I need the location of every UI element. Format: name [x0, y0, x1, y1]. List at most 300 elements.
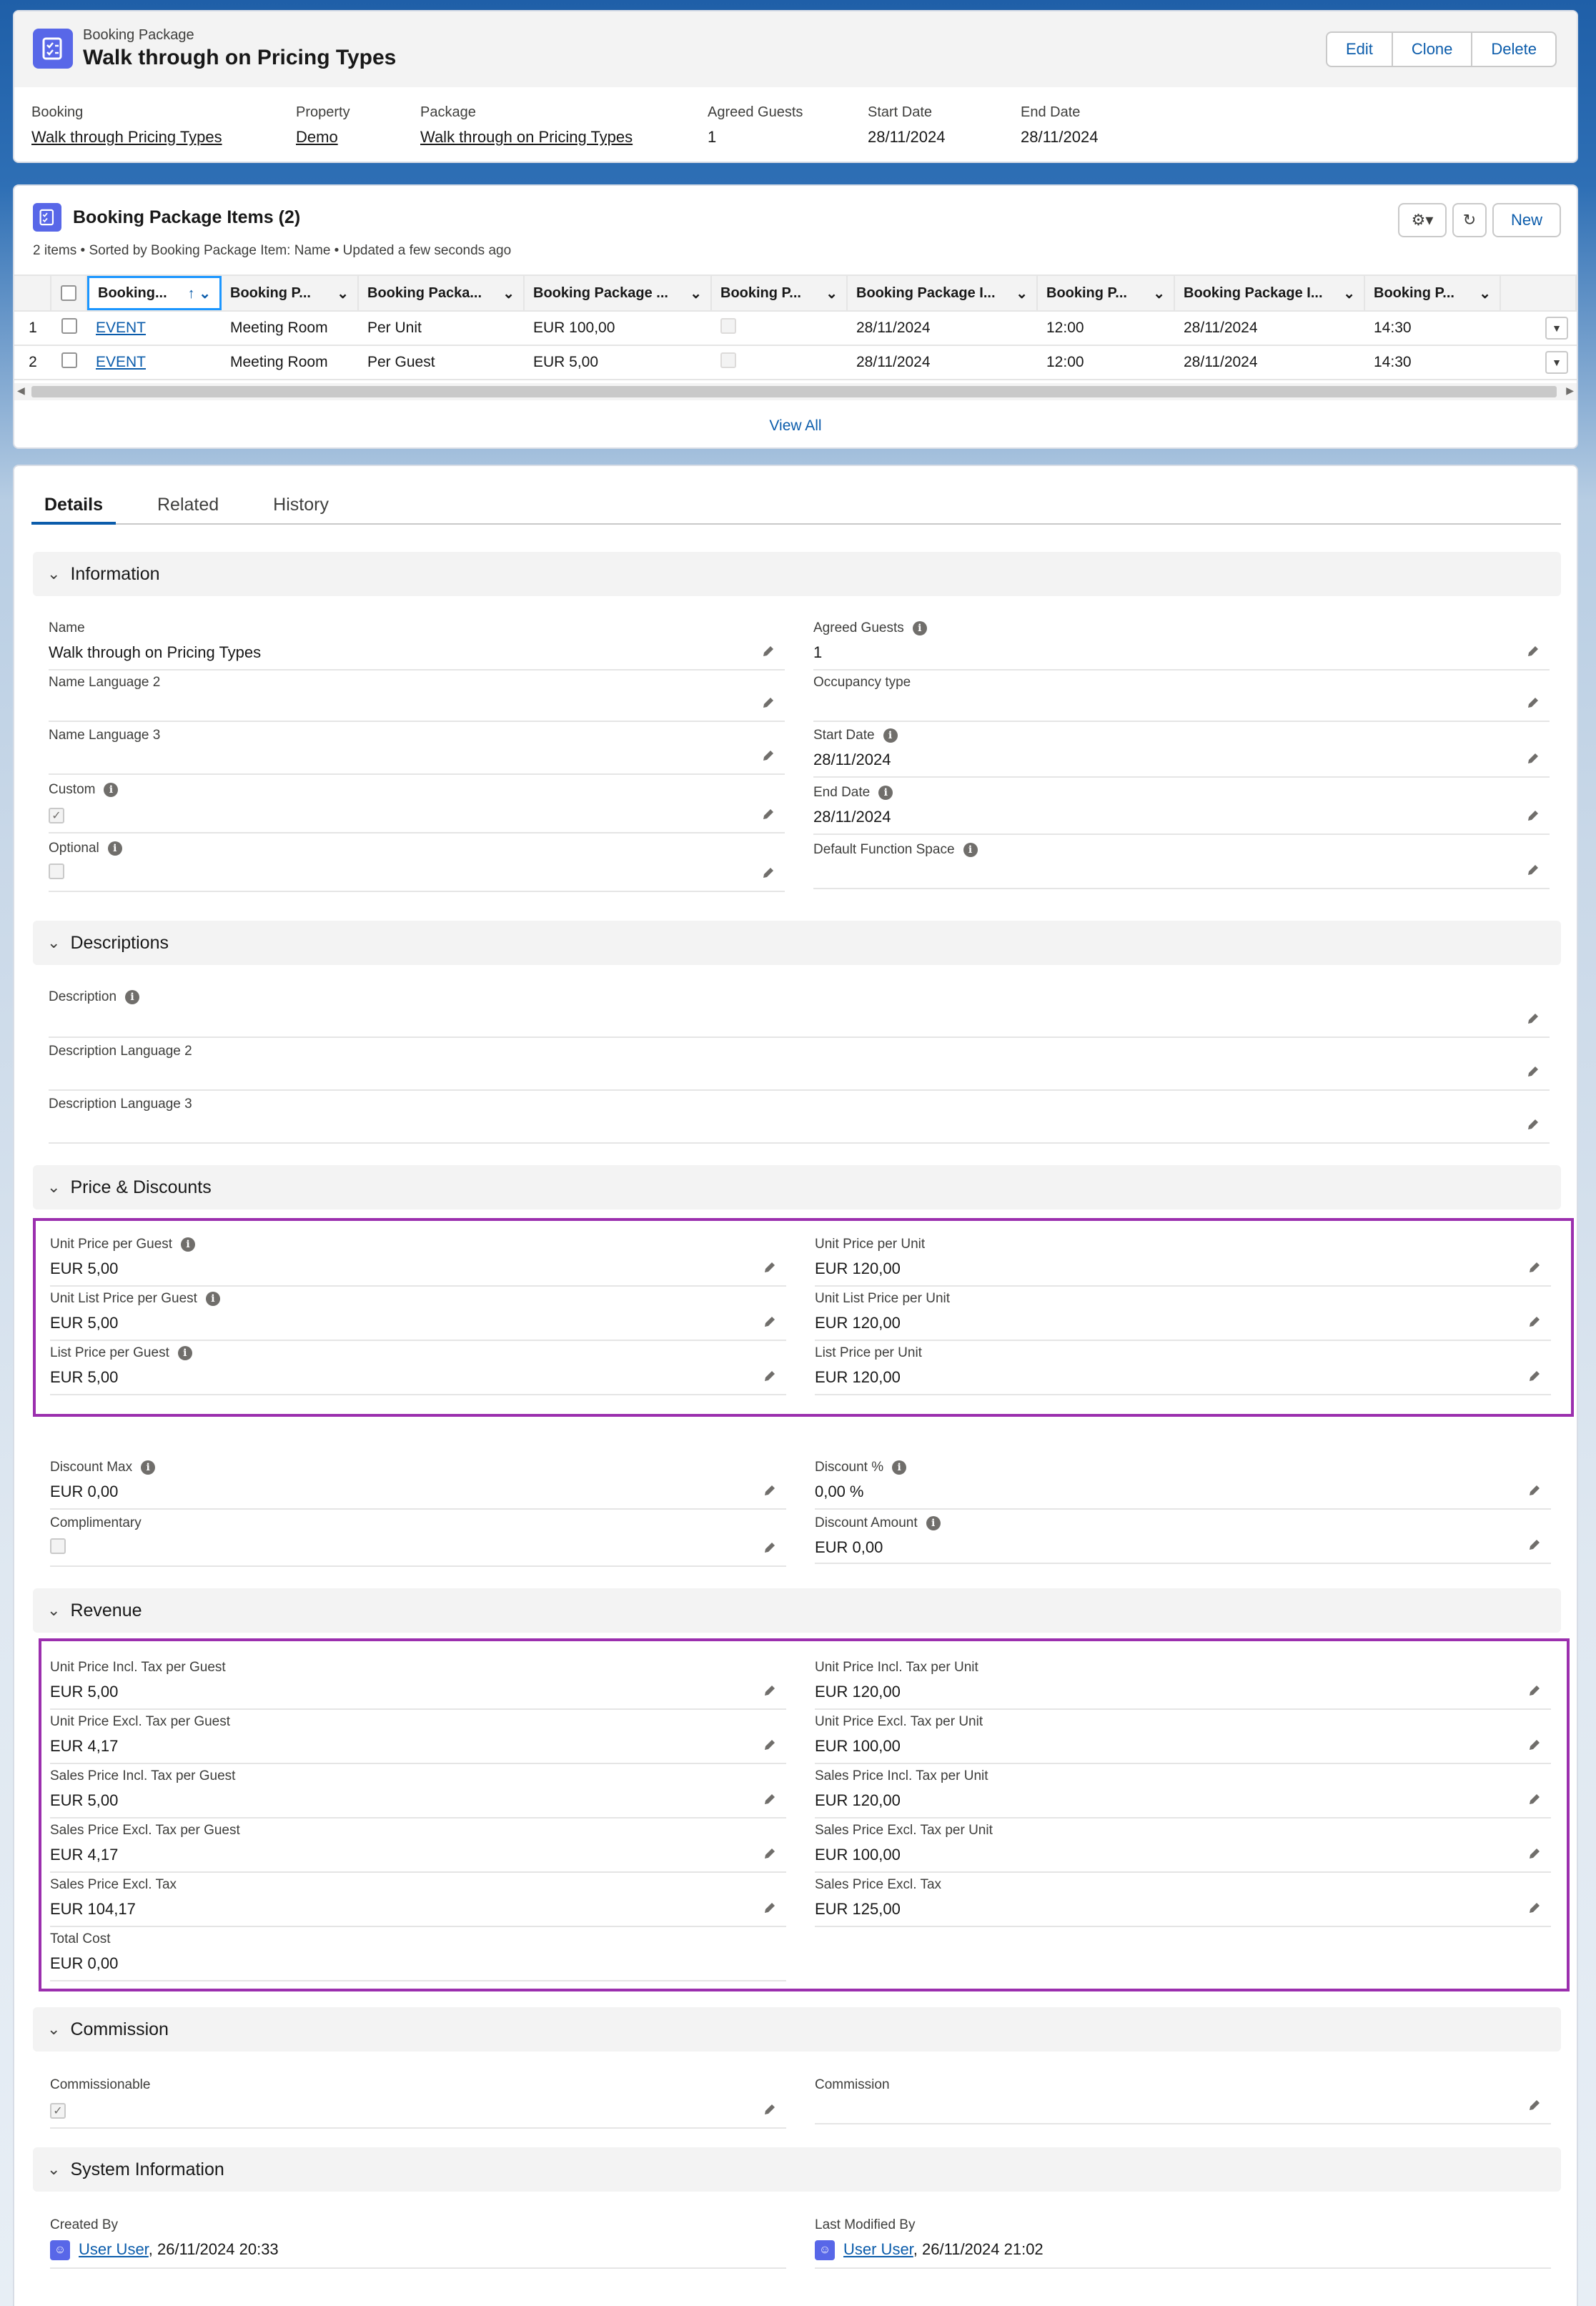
refresh-icon: ↻	[1462, 211, 1477, 229]
edit-pencil-icon[interactable]	[1527, 1683, 1542, 1698]
field-sales-price-excl-tax-guest	[50, 1823, 786, 1873]
field-unit-price-incl-tax-guest	[50, 1660, 786, 1710]
field-value	[815, 2240, 1551, 2260]
field-label	[813, 785, 1550, 801]
edit-pencil-icon[interactable]	[762, 1483, 778, 1498]
chevron-down-icon: ⌄	[47, 1178, 61, 1196]
edit-pencil-icon[interactable]	[760, 643, 776, 659]
row-checkbox[interactable]	[61, 352, 77, 368]
field-label: Sales Price Excl. Tax per Unit	[815, 1823, 993, 1838]
field-created-by	[50, 2217, 786, 2269]
field-label	[49, 841, 785, 856]
row-select-cell	[51, 318, 87, 338]
table-cell: Meeting Room	[230, 354, 328, 370]
scroll-left-icon[interactable]: ◀	[17, 385, 25, 396]
field-name-language-2	[49, 675, 785, 722]
field-label	[815, 1460, 1551, 1475]
chevron-down-icon: ⌄	[502, 285, 515, 302]
field-label: Created By	[50, 2217, 119, 2232]
field-value: Walk through on Pricing Types	[49, 643, 262, 661]
property-link[interactable]: Demo	[296, 128, 338, 146]
edit-pencil-icon[interactable]	[762, 1314, 778, 1330]
chevron-down-icon: ⌄	[690, 285, 702, 302]
edit-pencil-icon[interactable]	[1527, 1791, 1542, 1807]
column-label: Booking P...	[1046, 284, 1127, 301]
edit-pencil-icon[interactable]	[1525, 1064, 1541, 1079]
section-title: Descriptions	[70, 932, 169, 953]
field-label: Complimentary	[50, 1515, 142, 1530]
edit-pencil-icon[interactable]	[760, 748, 776, 763]
tab-related[interactable]: Related	[157, 495, 219, 515]
refresh-button[interactable]	[1452, 203, 1487, 237]
field-label-text: End Date	[813, 785, 871, 800]
field-agreed-guests	[813, 620, 1550, 670]
field-label: Last Modified By	[815, 2217, 916, 2232]
column-label: Booking Packa...	[367, 284, 482, 301]
info-icon[interactable]: i	[181, 1237, 195, 1252]
section-commission[interactable]	[33, 2007, 1561, 2052]
clone-button[interactable]: Clone	[1393, 33, 1472, 66]
edit-pencil-icon[interactable]	[1527, 1537, 1542, 1553]
field-label: Unit Price Excl. Tax per Unit	[815, 1714, 983, 1729]
field-label: Total Cost	[50, 1931, 111, 1946]
field-value: EUR 5,00	[50, 1260, 119, 1277]
field-value: 28/11/2024	[813, 751, 891, 768]
edit-pencil-icon[interactable]	[1525, 862, 1541, 878]
table-cell: 28/11/2024	[856, 320, 931, 336]
field-value: 28/11/2024	[813, 808, 891, 826]
edit-pencil-icon[interactable]	[1527, 1260, 1542, 1275]
edit-pencil-icon[interactable]	[1525, 751, 1541, 766]
field-label: List Price per Unit	[815, 1345, 922, 1360]
table-cell: Per Guest	[367, 354, 435, 370]
highlight-label: Property	[296, 104, 350, 120]
view-all-link[interactable]: View All	[769, 417, 822, 434]
created-by-user-link[interactable]: User User	[79, 2240, 149, 2258]
highlight-agreed-guests	[708, 104, 803, 147]
table-cell-checkbox	[712, 318, 848, 338]
field-last-modified-by	[815, 2217, 1551, 2269]
related-list-title[interactable]: Booking Package Items (2)	[73, 207, 301, 227]
row-actions-dropdown-icon[interactable]: ▼	[1545, 351, 1568, 374]
field-description-language-2	[49, 1044, 1550, 1091]
field-label: Sales Price Incl. Tax per Unit	[815, 1768, 988, 1783]
field-label: Unit Price Incl. Tax per Guest	[50, 1660, 226, 1675]
info-icon[interactable]: i	[104, 783, 118, 797]
tab-history[interactable]: History	[273, 495, 329, 515]
field-value: EUR 4,17	[50, 1846, 119, 1864]
info-icon[interactable]: i	[963, 843, 978, 857]
highlight-label: Package	[420, 104, 476, 120]
record-title: Walk through on Pricing Types	[83, 46, 397, 69]
field-label: Commissionable	[50, 2077, 151, 2092]
field-sales-price-excl-tax-left	[50, 1877, 786, 1927]
field-description	[49, 989, 1550, 1038]
edit-pencil-icon[interactable]	[760, 865, 776, 881]
info-icon[interactable]: i	[913, 621, 927, 635]
edit-pencil-icon[interactable]	[1527, 1846, 1542, 1861]
field-occupancy-type	[813, 675, 1550, 722]
field-label-text: Discount Max	[50, 1460, 133, 1475]
edit-pencil-icon[interactable]	[1525, 643, 1541, 659]
field-label	[49, 782, 785, 798]
record-header	[13, 10, 1578, 163]
chevron-down-icon: ⌄	[337, 285, 349, 302]
section-system-information[interactable]	[33, 2147, 1561, 2192]
field-label-text: Unit Price per Guest	[50, 1237, 173, 1252]
chevron-down-icon: ⌄	[1479, 285, 1491, 302]
highlight-end-date	[1021, 104, 1098, 147]
field-label: Unit Price Incl. Tax per Unit	[815, 1660, 978, 1675]
field-sales-price-incl-tax-unit	[815, 1768, 1551, 1818]
field-label	[813, 620, 1550, 636]
field-custom	[49, 782, 785, 833]
readonly-checkbox	[720, 318, 736, 334]
column-header[interactable]	[848, 276, 1038, 310]
scroll-right-icon[interactable]: ▶	[1566, 385, 1574, 396]
edit-pencil-icon[interactable]	[1525, 1117, 1541, 1132]
info-icon[interactable]: i	[926, 1516, 941, 1530]
field-label-text: Unit List Price per Guest	[50, 1291, 197, 1306]
chevron-down-icon: ⌄	[1343, 285, 1355, 302]
field-label: Commission	[815, 2077, 890, 2092]
field-value: EUR 120,00	[815, 1368, 901, 1386]
field-value: EUR 100,00	[815, 1737, 901, 1755]
chevron-down-icon: ⌄	[47, 2160, 61, 2178]
select-all-checkbox[interactable]	[61, 285, 76, 301]
field-label: Occupancy type	[813, 675, 911, 690]
column-label: Booking Package ...	[533, 284, 668, 301]
field-value: EUR 5,00	[50, 1791, 119, 1809]
field-value: EUR 0,00	[50, 1483, 119, 1500]
related-list-subtitle: 2 items • Sorted by Booking Package Item: Name • Updated a few seconds ago	[33, 243, 512, 258]
edit-pencil-icon[interactable]	[762, 1737, 778, 1753]
items-table	[14, 274, 1577, 380]
list-settings-button[interactable]	[1398, 203, 1447, 237]
info-icon[interactable]: i	[178, 1346, 192, 1360]
column-header[interactable]	[359, 276, 525, 310]
table-cell: EUR 5,00	[533, 354, 599, 370]
field-sales-price-excl-tax-right	[815, 1877, 1551, 1927]
highlight-value: 1	[708, 128, 717, 146]
section-title: System Information	[70, 2159, 224, 2179]
field-label: Name Language 2	[49, 675, 161, 690]
user-avatar-icon: ☺	[815, 2240, 835, 2260]
row-number-header	[14, 276, 51, 310]
edit-pencil-icon[interactable]	[1525, 695, 1541, 711]
highlight-label: Start Date	[868, 104, 933, 120]
edit-pencil-icon[interactable]	[762, 1846, 778, 1861]
info-icon[interactable]: i	[883, 728, 898, 743]
edit-pencil-icon[interactable]	[762, 1260, 778, 1275]
row-actions-dropdown-icon[interactable]: ▼	[1545, 317, 1568, 340]
field-label: Unit List Price per Unit	[815, 1291, 951, 1306]
field-value: EUR 5,00	[50, 1314, 119, 1332]
gear-icon: ⚙▾	[1411, 211, 1434, 229]
chevron-down-icon: ⌄	[1016, 285, 1028, 302]
field-name-language-3	[49, 728, 785, 775]
column-header-name[interactable]	[87, 276, 222, 310]
field-unit-list-price-per-unit	[815, 1291, 1551, 1341]
optional-checkbox-unchecked	[49, 863, 64, 879]
package-link[interactable]: Walk through on Pricing Types	[420, 128, 633, 146]
edit-pencil-icon[interactable]	[1527, 1737, 1542, 1753]
field-value: EUR 120,00	[815, 1791, 901, 1809]
info-icon[interactable]: i	[108, 841, 122, 856]
chevron-down-icon: ⌄	[1153, 285, 1165, 302]
edit-pencil-icon[interactable]	[762, 1900, 778, 1916]
edit-pencil-icon[interactable]	[762, 1540, 778, 1555]
edit-pencil-icon[interactable]	[1525, 808, 1541, 823]
field-value: EUR 120,00	[815, 1260, 901, 1277]
field-discount-percent	[815, 1460, 1551, 1510]
item-name-link[interactable]: EVENT	[96, 320, 147, 336]
field-start-date	[813, 728, 1550, 778]
row-actions-cell	[1501, 317, 1577, 340]
edit-button[interactable]: Edit	[1327, 33, 1393, 66]
column-header[interactable]	[1175, 276, 1365, 310]
field-label: Description Language 3	[49, 1097, 192, 1112]
field-label	[49, 989, 1550, 1005]
column-label: Booking Package I...	[856, 284, 996, 301]
table-cell: 14:30	[1374, 354, 1412, 370]
booking-package-items-icon	[33, 203, 61, 232]
highlight-value: 28/11/2024	[868, 128, 946, 146]
column-header[interactable]	[1365, 276, 1501, 310]
highlight-label: End Date	[1021, 104, 1081, 120]
table-cell: 12:00	[1046, 320, 1084, 336]
field-value: EUR 104,17	[50, 1900, 136, 1918]
related-list-card	[13, 184, 1578, 449]
highlight-value: 28/11/2024	[1021, 128, 1099, 146]
record-tabs	[31, 492, 1561, 525]
tab-details[interactable]: Details	[31, 492, 116, 525]
created-date: , 26/11/2024 20:33	[148, 2240, 279, 2258]
field-value	[50, 2100, 786, 2119]
modified-by-user-link[interactable]: User User	[843, 2240, 913, 2258]
chevron-down-icon: ⌄	[47, 2020, 61, 2038]
field-label	[50, 1237, 786, 1252]
section-price-discounts[interactable]	[33, 1165, 1561, 1209]
field-label-text: Discount %	[815, 1460, 884, 1475]
field-complimentary	[50, 1515, 786, 1567]
booking-link[interactable]: Walk through Pricing Types	[31, 128, 222, 146]
edit-pencil-icon[interactable]	[762, 2102, 778, 2117]
select-all-header	[51, 276, 87, 310]
info-icon[interactable]: i	[878, 786, 893, 800]
field-label: Unit Price Excl. Tax per Guest	[50, 1714, 231, 1729]
highlight-property	[296, 104, 350, 147]
delete-button[interactable]: Delete	[1491, 40, 1537, 58]
field-label-text: Start Date	[813, 728, 875, 743]
edit-pencil-icon[interactable]	[1527, 1314, 1542, 1330]
field-value: EUR 100,00	[815, 1846, 901, 1864]
column-label: Booking...	[98, 284, 167, 301]
field-label: Description Language 2	[49, 1044, 192, 1059]
field-unit-price-excl-tax-guest	[50, 1714, 786, 1764]
row-select-cell	[51, 352, 87, 372]
field-description-language-3	[49, 1097, 1550, 1144]
field-unit-price-per-unit	[815, 1237, 1551, 1287]
info-icon[interactable]: i	[206, 1292, 220, 1306]
field-label	[50, 1345, 786, 1361]
column-label: Booking Package I...	[1184, 284, 1323, 301]
column-label: Booking P...	[720, 284, 801, 301]
field-label: Sales Price Excl. Tax	[50, 1877, 177, 1892]
object-type-label: Booking Package	[83, 27, 194, 43]
header-band	[14, 11, 1577, 87]
section-descriptions[interactable]	[33, 921, 1561, 965]
section-title: Revenue	[70, 1600, 142, 1620]
scrollbar-thumb[interactable]	[31, 386, 1557, 397]
field-commission	[815, 2077, 1551, 2124]
commissionable-checkbox-checked: ✓	[50, 2103, 66, 2119]
info-icon[interactable]: i	[125, 990, 139, 1004]
custom-checkbox-checked: ✓	[49, 808, 64, 823]
highlight-start-date	[868, 104, 945, 147]
field-label-text: Discount Amount	[815, 1515, 918, 1530]
highlight-package	[420, 104, 633, 147]
field-list-price-per-unit	[815, 1345, 1551, 1395]
section-title: Commission	[70, 2019, 169, 2039]
highlight-label: Booking	[31, 104, 84, 120]
horizontal-scrollbar[interactable]	[14, 383, 1577, 400]
chevron-down-icon: ⌄	[47, 565, 61, 583]
field-label: Sales Price Excl. Tax per Guest	[50, 1823, 240, 1838]
field-label: Unit Price per Unit	[815, 1237, 926, 1252]
field-discount-max	[50, 1460, 786, 1510]
field-discount-amount	[815, 1515, 1551, 1564]
highlight-booking	[31, 104, 222, 147]
edit-pencil-icon[interactable]	[1527, 1483, 1542, 1498]
actions-header	[1501, 276, 1577, 310]
table-cell: Meeting Room	[230, 320, 328, 336]
field-label-text: Description	[49, 989, 117, 1004]
table-row	[14, 346, 1577, 380]
edit-pencil-icon[interactable]	[1527, 1368, 1542, 1384]
info-icon[interactable]: i	[141, 1460, 155, 1475]
field-value: EUR 5,00	[50, 1683, 119, 1701]
field-value	[50, 2240, 786, 2260]
field-unit-price-per-guest	[50, 1237, 786, 1287]
field-default-function-space	[813, 842, 1550, 889]
field-label: Name	[49, 620, 85, 635]
table-cell: 14:30	[1374, 320, 1412, 336]
field-commissionable	[50, 2077, 786, 2129]
field-value: EUR 0,00	[815, 1538, 883, 1556]
field-value: EUR 0,00	[50, 1954, 119, 1972]
field-value	[49, 751, 785, 769]
field-end-date	[813, 785, 1550, 835]
field-label: Sales Price Excl. Tax	[815, 1877, 942, 1892]
field-label: Name Language 3	[49, 728, 161, 743]
field-label: Sales Price Incl. Tax per Guest	[50, 1768, 236, 1783]
complimentary-checkbox-unchecked	[50, 1538, 66, 1554]
column-label: Booking P...	[230, 284, 311, 301]
new-button[interactable]: New	[1492, 203, 1561, 237]
section-revenue[interactable]	[33, 1588, 1561, 1633]
item-name-link[interactable]: EVENT	[96, 354, 147, 370]
field-label	[813, 842, 1550, 858]
readonly-checkbox	[720, 352, 736, 368]
field-value	[815, 2100, 1551, 2119]
column-header[interactable]	[712, 276, 848, 310]
field-label-text: Agreed Guests	[813, 620, 904, 635]
section-information[interactable]	[33, 552, 1561, 596]
user-avatar-icon: ☺	[50, 2240, 70, 2260]
field-value: EUR 120,00	[815, 1683, 901, 1701]
table-cell: 12:00	[1046, 354, 1084, 370]
field-label	[50, 1291, 786, 1307]
column-header[interactable]	[222, 276, 359, 310]
edit-pencil-icon[interactable]	[762, 1791, 778, 1807]
row-checkbox[interactable]	[61, 318, 77, 334]
edit-pencil-icon[interactable]	[760, 695, 776, 711]
field-value	[49, 863, 785, 884]
field-label	[50, 1460, 786, 1475]
field-unit-price-excl-tax-unit	[815, 1714, 1551, 1764]
field-value: EUR 4,17	[50, 1737, 119, 1755]
record-actions	[1326, 31, 1557, 67]
column-header[interactable]	[1038, 276, 1175, 310]
field-name	[49, 620, 785, 670]
column-label: Booking P...	[1374, 284, 1454, 301]
field-sales-price-incl-tax-guest	[50, 1768, 786, 1818]
field-total-cost	[50, 1931, 786, 1981]
table-cell: 28/11/2024	[1184, 320, 1258, 336]
modified-date: , 26/11/2024 21:02	[913, 2240, 1044, 2258]
edit-pencil-icon[interactable]	[760, 806, 776, 822]
chevron-down-icon: ⌄	[47, 1601, 61, 1619]
edit-pencil-icon[interactable]	[762, 1683, 778, 1698]
field-label	[813, 728, 1550, 743]
chevron-down-icon: ⌄	[826, 285, 838, 302]
field-label-text: List Price per Guest	[50, 1345, 169, 1360]
field-value	[813, 865, 1550, 884]
section-title: Information	[70, 563, 160, 584]
column-header[interactable]	[525, 276, 712, 310]
table-cell: 28/11/2024	[856, 354, 931, 370]
field-value	[49, 698, 785, 716]
table-cell: 28/11/2024	[1184, 354, 1258, 370]
booking-package-icon	[33, 29, 73, 69]
info-icon[interactable]: i	[892, 1460, 906, 1475]
field-value	[813, 698, 1550, 716]
edit-pencil-icon[interactable]	[762, 1368, 778, 1384]
field-value	[49, 805, 785, 823]
field-value: 1	[813, 643, 823, 661]
field-value: 0,00 %	[815, 1483, 864, 1500]
table-cell-checkbox	[712, 352, 848, 372]
chevron-down-icon: ⌄	[47, 934, 61, 951]
row-number: 1	[29, 320, 37, 336]
field-label-text: Custom	[49, 782, 96, 797]
edit-pencil-icon[interactable]	[1527, 1900, 1542, 1916]
field-value	[50, 1538, 786, 1558]
field-label	[815, 1515, 1551, 1531]
table-header	[14, 274, 1577, 312]
row-number: 2	[29, 354, 37, 370]
table-cell: EUR 100,00	[533, 320, 615, 336]
edit-pencil-icon[interactable]	[1525, 1011, 1541, 1026]
field-unit-price-incl-tax-unit	[815, 1660, 1551, 1710]
field-list-price-per-guest	[50, 1345, 786, 1395]
field-label-text: Default Function Space	[813, 842, 955, 857]
highlight-label: Agreed Guests	[708, 104, 803, 120]
edit-pencil-icon[interactable]	[1527, 2097, 1542, 2113]
related-list-actions	[1398, 203, 1561, 237]
field-value: EUR 5,00	[50, 1368, 119, 1386]
